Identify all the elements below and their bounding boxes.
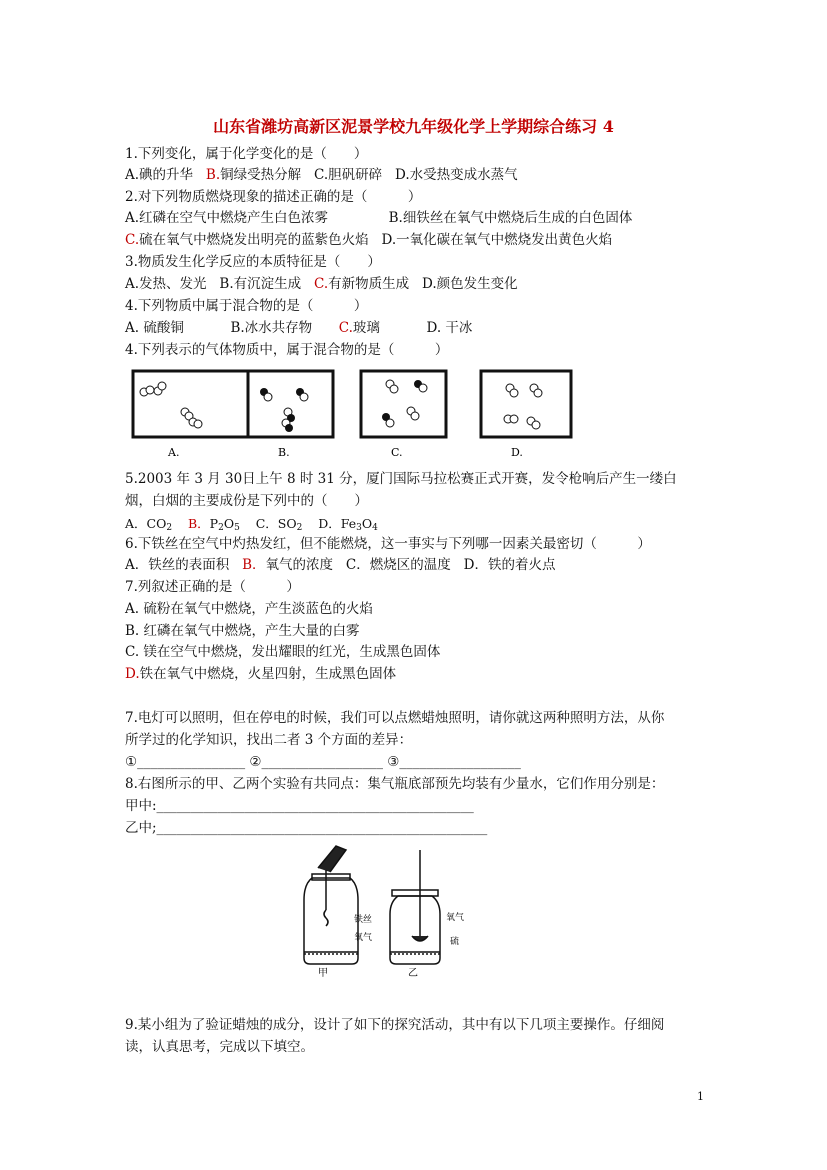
q7a-option-b: B. 红磷在氧气中燃烧，产生大量的白雾 [125,623,360,639]
label-d: D. [511,446,523,459]
q6-option-c: C．燃烧区的温度 [345,557,451,573]
q2-option-d: D.一氧化碳在氧气中燃烧发出黄色火焰 [381,232,613,248]
label-c: C. [391,446,403,459]
q7-blanks[interactable]: ①________________ ②__________________ ③__________________ [125,754,521,770]
q4-option-b: B.冰水共存物 [230,320,313,336]
label-yi: 乙 [408,968,418,979]
jar-yi [390,850,440,964]
q6-option-b: 氧气的浓度 [265,557,334,573]
q3-option-a: A.发热、发光 [125,276,207,292]
q2-options-ab [125,208,632,228]
page-number: 1 [697,1090,704,1103]
label-tiesi: 铁丝 [354,915,373,925]
box-d [481,371,571,437]
q6-option-b-letter: B． [242,557,266,573]
q9-stem-1: 9.某小组为了验证蜡烛的成分，设计了如下的探究活动，其中有以下几项主要操作。仔细阅 [125,1017,665,1033]
label-yangqi-2: 氧气 [446,913,465,923]
q7a-option-c: C. 镁在空气中燃烧，发出耀眼的红光，生成黑色固体 [125,644,441,660]
q7a-option-d [125,664,396,684]
q6-options [125,555,555,575]
q8-jia-blank[interactable]: 甲中:_______________________________________________ [125,798,474,814]
q5-option-b-letter: B． [187,516,210,531]
q7-stem-1: 7.电灯可以照明，但在停电的时候，我们可以点燃蜡烛照明，请你就这两种照明方法，从你 [125,710,665,726]
gas-molecule-figure [128,366,728,466]
q3-option-b: B.有沉淀生成 [219,276,302,292]
q5-stem-2: 烟，白烟的主要成份是下列中的（ ） [125,493,368,509]
q4-option-c: 玻璃 [352,320,380,336]
page-title: 山东省潍坊高新区泥景学校九年级化学上学期综合练习 4 [213,117,614,136]
box-a [133,371,248,437]
q4-option-c-letter: C. [338,320,353,336]
q1-options [125,165,518,185]
label-yangqi-1: 氧气 [354,933,373,943]
q4-stem: 4.下列物质中属于混合物的是（ ） [125,298,368,314]
q1-option-d: D.水受热变成水蒸气 [395,167,518,183]
q1-option-a: A.碘的升华 [125,167,194,183]
q2-options-cd [125,230,612,250]
q7a-option-d-letter: D. [125,666,140,682]
q5-option-d: D．$Fe_3O_4$ [318,516,378,533]
q1-stem: 1.下列变化，属于化学变化的是（ ） [125,146,368,162]
q4b-stem: 4.下列表示的气体物质中，属于混合物的是（ ） [125,342,449,358]
q6-option-d: D．铁的着火点 [463,557,556,573]
q6-option-a: A．铁丝的表面积 [125,557,230,573]
q2-option-b: B.细铁丝在氧气中燃烧后生成的白色固体 [388,210,633,226]
q5-option-b: $P_2O_5$ [209,516,240,533]
q3-stem: 3.物质发生化学反应的本质特征是（ ） [125,254,381,270]
q8-yi-blank[interactable]: 乙中;_________________________________________________ [125,820,488,836]
label-a: A. [168,446,180,459]
q2-option-c: 硫在氧气中燃烧发出明亮的蓝紫色火焰 [139,232,369,248]
box-c [361,371,446,437]
q2-option-c-letter: C. [125,232,140,248]
q6-stem: 6.下铁丝在空气中灼热发红，但不能燃烧，这一事实与下列哪一因素关最密切（ ） [125,536,651,552]
label-b: B. [278,446,290,459]
q2-option-a: A.红磷在空气中燃烧产生白色浓雾 [125,210,329,226]
q3-option-c: 有新物质生成 [328,276,410,292]
jar-jia [304,846,358,964]
q4-option-a: A. 硫酸铜 [125,320,184,336]
q2-stem: 2.对下列物质燃烧现象的描述正确的是（ ） [125,189,422,205]
q1-option-b-letter: B. [205,167,221,183]
q9-stem-2: 读，认真思考，完成以下填空。 [125,1039,314,1055]
q3-option-d: D.颜色发生变化 [422,276,518,292]
q7a-stem: 7.列叙述正确的是（ ） [125,579,300,595]
q4-options [125,318,472,338]
label-liu: 硫 [450,937,460,947]
box-b [248,371,333,437]
q7a-option-d-text: 铁在氧气中燃烧，火星四射，生成黑色固体 [139,666,397,682]
q3-options [125,274,518,294]
q5-stem-1: 5.2003 年 3 月 30日上午 8 时 31 分，厦门国际马拉松赛正式开赛，发令枪响后产生一缕白 [125,471,677,487]
q5-option-c: C．$SO_2$ [255,516,303,533]
label-jia: 甲 [318,968,328,979]
q7-stem-2: 所学过的化学知识，找出二者 3 个方面的差异： [125,732,413,748]
q1-option-b: 铜绿受热分解 [220,167,302,183]
q1-option-c: C.胆矾研碎 [314,167,383,183]
q5-option-a: A．$CO_2$ [125,516,173,533]
q3-option-c-letter: C. [314,276,329,292]
q7a-option-a: A. 硫粉在氧气中燃烧，产生淡蓝色的火焰 [125,601,373,617]
q4-option-d: D. 干冰 [426,320,473,336]
q8-stem: 8.右图所示的甲、乙两个实验有共同点：集气瓶底部预先均装有少量水，它们作用分别是： [125,776,665,792]
jar-experiment-figure [290,840,490,980]
